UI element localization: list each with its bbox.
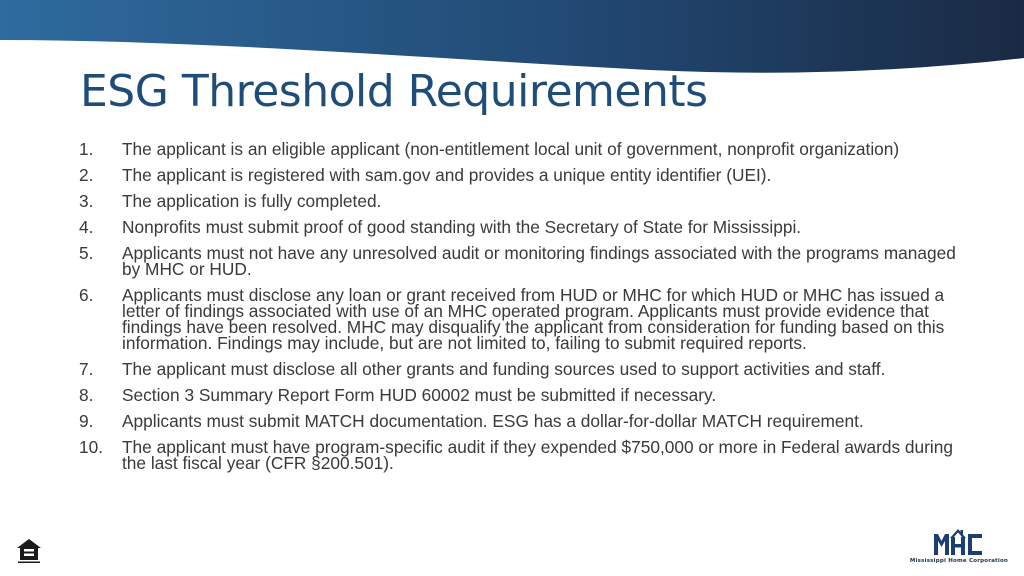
item-number: 1.: [79, 139, 94, 159]
item-number: 3.: [79, 191, 94, 211]
item-text: The applicant must disclose all other grants and funding sources used to support activities and staff.: [122, 359, 886, 379]
mhc-logo: [908, 527, 1010, 567]
item-number: 9.: [79, 411, 94, 431]
item-text: Applicants must disclose any loan or grant received from HUD or MHC for which HUD or MHC has issued a letter of findings associated with use of an MHC operated program. Applicants must provide evidence that findings have been resolved. MHC may disqualify the applicant from consideration for funding based on this information. Findings may include, but are not limited to, failing to submit required reports.: [122, 285, 945, 353]
list-item: [79, 141, 959, 157]
list-item: [79, 245, 959, 277]
list-item: [79, 219, 959, 235]
item-number: 10.: [79, 437, 104, 457]
item-text: The applicant is registered with sam.gov and provides a unique entity identifier (UEI).: [122, 165, 772, 185]
list-item: [79, 387, 959, 403]
item-number: 7.: [79, 359, 94, 379]
list-item: [79, 287, 959, 351]
item-text: Applicants must not have any unresolved audit or monitoring findings associated with the programs managed by MHC or HUD.: [122, 243, 956, 279]
list-item: [79, 439, 959, 471]
item-text: The application is fully completed.: [122, 191, 382, 211]
item-text: Nonprofits must submit proof of good standing with the Secretary of State for Mississippi.: [122, 217, 802, 237]
equal-housing-opportunity-icon: [16, 538, 42, 564]
item-text: The applicant must have program-specific audit if they expended $750,000 or more in Federal awards during the last fiscal year (CFR §200.501).: [122, 437, 953, 473]
item-number: 6.: [79, 285, 94, 305]
list-item: [79, 193, 959, 209]
list-item: [79, 167, 959, 183]
item-number: 4.: [79, 217, 94, 237]
item-text: Applicants must submit MATCH documentation. ESG has a dollar-for-dollar MATCH requirement.: [122, 411, 864, 431]
list-item: [79, 413, 959, 429]
slide-title: ESG Threshold Requirements: [80, 66, 708, 117]
item-number: 2.: [79, 165, 94, 185]
item-text: The applicant is an eligible applicant (non-entitlement local unit of government, nonprofit organization): [122, 139, 900, 159]
item-number: 8.: [79, 385, 94, 405]
item-number: 5.: [79, 243, 94, 263]
requirements-list: [79, 141, 959, 481]
mhc-logo-mark: [934, 527, 984, 555]
item-text: Section 3 Summary Report Form HUD 60002 must be submitted if necessary.: [122, 385, 717, 405]
list-item: [79, 361, 959, 377]
mhc-caption: Mississippi Home Corporation: [909, 558, 1009, 564]
